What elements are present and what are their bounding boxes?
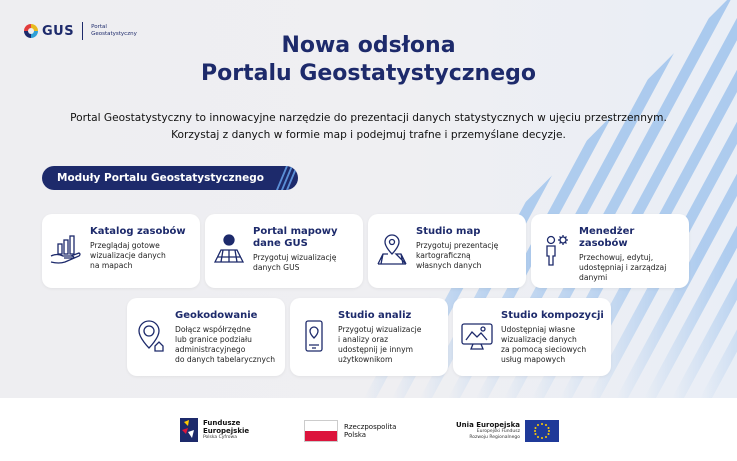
page-title <box>0 32 737 88</box>
card-title: Studio analiz <box>338 310 412 321</box>
fe-line1: Fundusze <box>203 419 241 427</box>
pill-stripes-icon <box>270 166 298 190</box>
card-title: Geokodowanie <box>175 310 258 321</box>
logo-subtitle-line1: Portal <box>91 24 107 30</box>
logo-name: GUS <box>42 23 75 39</box>
eu-flag-icon <box>525 420 559 442</box>
manager-gear-icon <box>537 232 573 268</box>
card-description: Przygotuj prezentację kartograficzną własnych danych <box>416 241 499 270</box>
card-geokodowanie[interactable] <box>127 298 285 376</box>
lead-line2: Korzystaj z danych w formie map i podejmuj trafne i przemyślane decyzje. <box>171 129 566 141</box>
polish-flag-icon <box>304 420 338 442</box>
page-title-line1: Nowa odsłona <box>281 33 456 58</box>
card-description: Przeglądaj gotowe wizualizacje danych na mapach <box>90 241 166 270</box>
card-katalog-zasobow[interactable] <box>42 214 200 288</box>
card-title: Studio kompozycji <box>501 310 604 321</box>
phone-pin-icon <box>296 318 332 354</box>
fe-line2: Europejskie <box>203 427 250 435</box>
card-description: Dołącz współrzędne lub granice podziału administracyjnego do danych tabelarycznych <box>175 325 276 364</box>
ue-line1: Unia Europejska <box>456 421 520 429</box>
card-studio-analiz[interactable] <box>290 298 448 376</box>
card-title: Katalog zasobów <box>90 226 186 237</box>
hand-chart-icon <box>48 232 84 268</box>
card-title: Portal mapowy dane GUS <box>253 226 338 249</box>
ue-sub2: Rozwoju Regionalnego <box>469 435 520 440</box>
rzeczpospolita-polska-logo <box>304 420 396 442</box>
card-description: Udostępniaj własne wizualizacje danych za pomocą sieciowych usług mapowych <box>501 325 587 364</box>
card-description: Przygotuj wizualizacje i analizy oraz udostępnij je innym użytkownikom <box>338 325 422 364</box>
card-description: Przechowuj, edytuj, udostępniaj i zarządzaj danymi <box>579 253 667 282</box>
modules-heading: Moduły Portalu Geostatystycznego <box>42 166 288 190</box>
geocode-pin-icon <box>133 318 169 354</box>
unia-europejska-logo <box>456 420 559 442</box>
card-description: Przygotuj wizualizację danych GUS <box>253 253 337 272</box>
card-studio-kompozycji[interactable] <box>453 298 611 376</box>
card-title: Menedżer zasobów <box>579 226 635 249</box>
logo-subtitle-line2: Geostatystyczny <box>91 31 137 37</box>
card-menedzer-zasobow[interactable] <box>531 214 689 288</box>
card-studio-map[interactable] <box>368 214 526 288</box>
rp-line2: Polska <box>344 431 367 439</box>
page-title-line2: Portalu Geostatystycznego <box>201 61 536 86</box>
lead-text <box>0 110 737 144</box>
person-map-icon <box>211 232 247 268</box>
fundusze-europejskie-logo <box>180 418 249 442</box>
fe-sub: Polska Cyfrowa <box>203 435 237 440</box>
fe-logo-icon <box>180 418 198 442</box>
footer-logos <box>0 398 737 461</box>
rp-line1: Rzeczpospolita <box>344 423 397 431</box>
ue-sub1: Europejski Fundusz <box>476 429 520 434</box>
map-pin-icon <box>374 232 410 268</box>
card-portal-mapowy[interactable] <box>205 214 363 288</box>
card-title: Studio map <box>416 226 481 237</box>
monitor-map-icon <box>459 318 495 354</box>
lead-line1: Portal Geostatystyczny to innowacyjne narzędzie do prezentacji danych statystycznych w ujęciu przestrzennym. <box>70 112 667 124</box>
